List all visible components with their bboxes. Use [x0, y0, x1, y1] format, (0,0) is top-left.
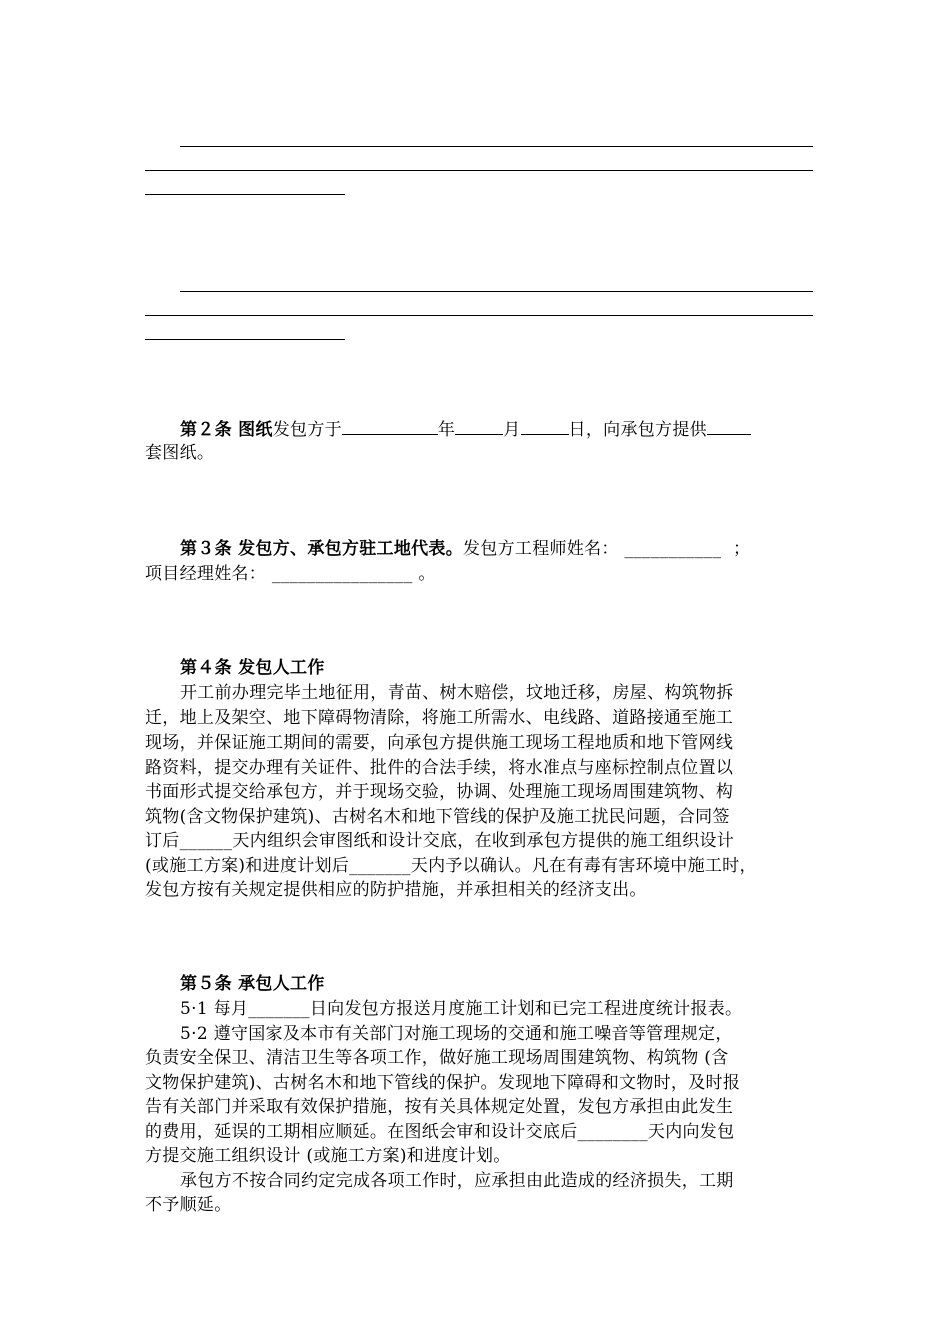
text: 年 — [437, 420, 456, 440]
text: 发包方于 — [272, 420, 342, 440]
paragraph-line: 订后______天内组织会审图纸和设计交底，在收到承包方提供的施工组织设计 — [145, 831, 735, 851]
text: 日，向承包方提供 — [568, 420, 707, 440]
article-4-heading: 第４条 发包人工作 — [180, 658, 325, 678]
paragraph-line: 5·2 遵守国家及本市有关部门对施工现场的交通和施工噪音等管理规定， — [180, 1024, 733, 1044]
article-3-heading: 第３条 发包方、承包方驻工地代表。 — [180, 539, 464, 559]
article-2-line — [145, 441, 825, 465]
blank-field[interactable] — [455, 416, 503, 435]
paragraph-line: 书面形式提交给承包方，并于现场交验，协调、处理施工现场周围建筑物、构 — [145, 782, 734, 802]
paragraph-line: 开工前办理完毕土地征用，青苗、树木赔偿，坟地迁移，房屋、构筑物拆 — [180, 683, 734, 703]
paragraph-line: 不予顺延。 — [145, 1195, 232, 1215]
article-2-heading: 第２条 图纸 — [180, 420, 273, 440]
paragraph-line: 路资料，提交办理有关证件、批件的合法手续，将水准点与座标控制点位置以 — [145, 758, 734, 778]
fill-in-rule[interactable] — [145, 194, 345, 195]
paragraph-line: 5·1 每月_______日向发包方报送月度施工计划和已完工程进度统计报表。 — [180, 999, 743, 1019]
article-3-line — [145, 562, 825, 586]
fill-in-rule[interactable] — [145, 339, 345, 340]
article-2-line — [180, 416, 860, 442]
blank-field[interactable] — [342, 416, 438, 435]
blank-field[interactable] — [707, 416, 751, 435]
paragraph-line: 告有关部门并采取有效保护措施，按有关具体规定处置，发包方承担由此发生 — [145, 1097, 734, 1117]
fill-in-rule[interactable] — [180, 146, 813, 147]
paragraph-line: 筑物(含文物保护建筑)、古树名木和地下管线的保护及施工扰民问题，合同签 — [145, 807, 730, 827]
paragraph-line: (或施工方案)和进度计划后_______天内予以确认。凡在有毒有害环境中施工时， — [145, 856, 757, 876]
paragraph-line: 发包方按有关规定提供相应的防护措施，并承担相关的经济支出。 — [145, 880, 647, 900]
paragraph-line: 迁，地上及架空、地下障碍物清除，将施工所需水、电线路、道路接通至施工 — [145, 708, 734, 728]
paragraph-line: 的费用，延误的工期相应顺延。在图纸会审和设计交底后________天内向发包 — [145, 1122, 735, 1142]
paragraph-line: 方提交施工组织设计 (或施工方案)和进度计划。 — [145, 1146, 511, 1166]
fill-in-rule[interactable] — [145, 315, 813, 316]
text: 项目经理姓名： — [145, 564, 267, 584]
paragraph-line: 负责安全保卫、清洁卫生等各项工作，做好施工现场周围建筑物、构筑物 (含 — [145, 1048, 729, 1068]
blank-field[interactable]: ___________ — [624, 539, 722, 559]
article-5-heading: 第５条 承包人工作 — [180, 974, 325, 994]
text: 套图纸。 — [145, 443, 215, 463]
article-3-line — [180, 537, 860, 561]
paragraph-line: 文物保护建筑)、古树名木和地下管线的保护。发现地下障碍和文物时，及时报 — [145, 1073, 741, 1093]
text: 月 — [503, 420, 521, 440]
fill-in-rule[interactable] — [145, 170, 813, 171]
paragraph-line: 承包方不按合同约定完成各项工作时，应承担由此造成的经济损失，工期 — [180, 1171, 734, 1191]
blank-field[interactable] — [521, 416, 569, 435]
text: 发包方工程师姓名： — [463, 539, 619, 559]
paragraph-line: 现场，并保证施工期间的需要，向承包方提供施工现场工程地质和地下管网线 — [145, 733, 734, 753]
fill-in-rule[interactable] — [180, 291, 813, 292]
blank-field[interactable]: ________________ — [271, 564, 413, 584]
text: ； — [732, 539, 751, 559]
text: 。 — [418, 564, 436, 584]
